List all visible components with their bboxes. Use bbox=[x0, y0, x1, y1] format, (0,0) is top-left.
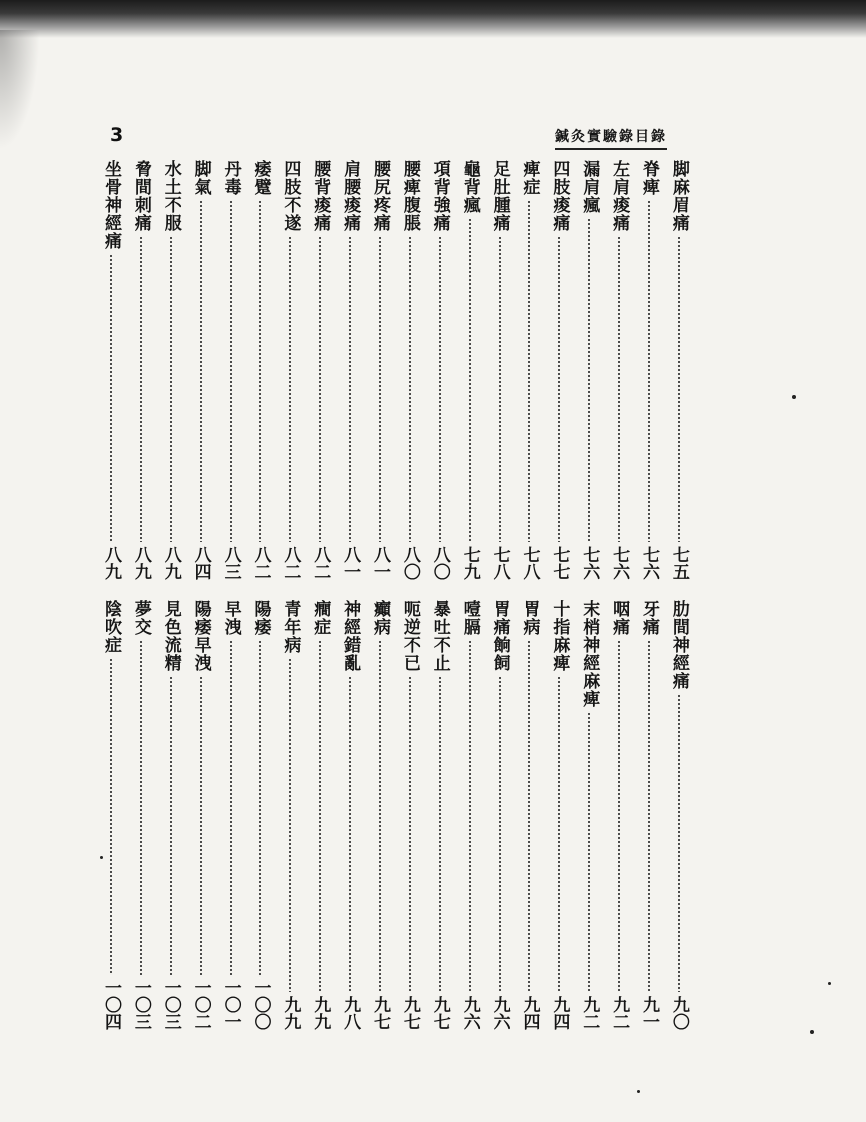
entry-page: 九七 bbox=[399, 996, 420, 1030]
entry-title: 咽痛 bbox=[609, 600, 630, 636]
dot-leader bbox=[170, 676, 172, 975]
toc-entry bbox=[668, 160, 690, 580]
entry-title: 足肚腫痛 bbox=[489, 160, 510, 232]
entry-title: 青年病 bbox=[280, 600, 301, 654]
toc-column bbox=[309, 160, 331, 1030]
toc-entry bbox=[548, 600, 570, 1030]
entry-title: 脚麻眉痛 bbox=[668, 160, 689, 232]
dot-leader bbox=[349, 236, 351, 542]
entry-page: 九九 bbox=[280, 996, 301, 1030]
dot-leader bbox=[259, 640, 261, 975]
toc-column bbox=[249, 160, 271, 1030]
toc-column bbox=[489, 160, 511, 1030]
page-number: 3 bbox=[110, 124, 124, 146]
entry-page: 一〇三 bbox=[160, 979, 181, 1030]
entry-page: 八〇 bbox=[399, 546, 420, 580]
entry-page: 七八 bbox=[489, 546, 510, 580]
toc-column bbox=[429, 160, 451, 1030]
entry-title: 呃逆不已 bbox=[399, 600, 420, 672]
toc-entry bbox=[339, 600, 361, 1030]
entry-title: 脚氣 bbox=[190, 160, 211, 196]
toc-entry bbox=[489, 160, 511, 580]
dot-leader bbox=[319, 236, 321, 542]
entry-page: 八二 bbox=[280, 546, 301, 580]
toc-entry bbox=[309, 600, 331, 1030]
toc-entry bbox=[638, 160, 660, 580]
entry-title: 肋間神經痛 bbox=[668, 600, 689, 690]
entry-page: 九八 bbox=[340, 996, 361, 1030]
dot-leader bbox=[499, 676, 501, 992]
toc-entry bbox=[578, 600, 600, 1030]
dot-leader bbox=[558, 676, 560, 992]
entry-title: 四肢痠痛 bbox=[549, 160, 570, 232]
entry-title: 末梢神經麻痺 bbox=[579, 600, 600, 708]
dot-leader bbox=[289, 236, 291, 542]
entry-page: 七五 bbox=[668, 546, 689, 580]
entry-page: 七七 bbox=[549, 546, 570, 580]
dot-leader bbox=[678, 694, 680, 992]
toc-entry bbox=[160, 600, 182, 1030]
entry-title: 癲病 bbox=[370, 600, 391, 636]
entry-title: 牙痛 bbox=[639, 600, 660, 636]
entry-page: 九七 bbox=[370, 996, 391, 1030]
entry-title: 見色流精 bbox=[160, 600, 181, 672]
dot-leader bbox=[349, 676, 351, 992]
dot-leader bbox=[259, 200, 261, 542]
entry-page: 九九 bbox=[310, 996, 331, 1030]
entry-page: 一〇四 bbox=[101, 979, 121, 1030]
toc-entry bbox=[429, 600, 451, 1030]
toc-column bbox=[578, 160, 600, 1030]
toc-entry bbox=[578, 160, 600, 580]
dot-leader bbox=[319, 640, 321, 992]
entry-title: 早洩 bbox=[220, 600, 241, 636]
toc-entry bbox=[160, 160, 182, 580]
dot-leader bbox=[230, 640, 232, 975]
entry-title: 暴吐不止 bbox=[429, 600, 450, 672]
entry-title: 癎症 bbox=[310, 600, 331, 636]
toc-column bbox=[399, 160, 421, 1030]
dot-leader bbox=[648, 640, 650, 992]
scan-speck bbox=[792, 395, 796, 399]
dot-leader bbox=[499, 236, 501, 542]
entry-page: 七六 bbox=[639, 546, 660, 580]
toc-entry bbox=[429, 160, 451, 580]
entry-title: 噎膈 bbox=[459, 600, 480, 636]
toc-entry bbox=[100, 600, 122, 1030]
entry-page: 九六 bbox=[489, 996, 510, 1030]
dot-leader bbox=[469, 640, 471, 992]
dot-leader bbox=[409, 236, 411, 542]
scan-shadow-top bbox=[0, 0, 866, 38]
entry-page: 一〇二 bbox=[190, 979, 211, 1030]
dot-leader bbox=[528, 640, 530, 992]
toc-entry bbox=[190, 160, 212, 580]
entry-title: 水土不服 bbox=[160, 160, 181, 232]
toc-entry bbox=[220, 600, 242, 1030]
entry-page: 八九 bbox=[101, 546, 121, 580]
entry-title: 脅間刺痛 bbox=[130, 160, 151, 232]
toc-column bbox=[518, 160, 540, 1030]
entry-title: 神經錯亂 bbox=[340, 600, 361, 672]
entry-page: 七六 bbox=[609, 546, 630, 580]
toc-entry bbox=[459, 600, 481, 1030]
dot-leader bbox=[588, 712, 590, 992]
dot-leader bbox=[558, 236, 560, 542]
entry-title: 四肢不遂 bbox=[280, 160, 301, 232]
dot-leader bbox=[618, 236, 620, 542]
entry-page: 八三 bbox=[220, 546, 241, 580]
toc-entry bbox=[399, 160, 421, 580]
toc-entry bbox=[548, 160, 570, 580]
entry-page: 九二 bbox=[579, 996, 600, 1030]
entry-page: 七九 bbox=[459, 546, 480, 580]
toc-entry bbox=[638, 600, 660, 1030]
entry-page: 八一 bbox=[370, 546, 391, 580]
running-head: 鍼灸實驗錄目錄 bbox=[555, 126, 667, 150]
toc-column bbox=[459, 160, 481, 1030]
dot-leader bbox=[678, 236, 680, 542]
toc-entry bbox=[100, 160, 122, 580]
dot-leader bbox=[648, 200, 650, 542]
entry-title: 漏肩瘋 bbox=[579, 160, 600, 214]
dot-leader bbox=[379, 236, 381, 542]
dot-leader bbox=[439, 676, 441, 992]
scan-speck bbox=[828, 982, 831, 985]
entry-title: 痿躄 bbox=[250, 160, 271, 196]
toc-column bbox=[369, 160, 391, 1030]
toc-column bbox=[130, 160, 152, 1030]
dot-leader bbox=[110, 254, 112, 542]
dot-leader bbox=[409, 676, 411, 992]
entry-page: 九〇 bbox=[668, 996, 689, 1030]
scan-speck bbox=[810, 1030, 814, 1034]
entry-title: 陽痿早洩 bbox=[190, 600, 211, 672]
toc-column bbox=[190, 160, 212, 1030]
entry-page: 一〇〇 bbox=[250, 979, 271, 1030]
entry-page: 七八 bbox=[519, 546, 540, 580]
entry-page: 八二 bbox=[310, 546, 331, 580]
toc-entry bbox=[399, 600, 421, 1030]
dot-leader bbox=[170, 236, 172, 542]
entry-page: 九七 bbox=[429, 996, 450, 1030]
entry-page: 八一 bbox=[340, 546, 361, 580]
toc-column bbox=[100, 160, 122, 1030]
toc-entry bbox=[518, 600, 540, 1030]
entry-title: 腰尻疼痛 bbox=[370, 160, 391, 232]
toc-columns bbox=[100, 160, 690, 1030]
entry-title: 陰吹症 bbox=[101, 600, 121, 654]
entry-page: 八九 bbox=[160, 546, 181, 580]
dot-leader bbox=[110, 658, 112, 975]
toc-entry bbox=[279, 600, 301, 1030]
dot-leader bbox=[379, 640, 381, 992]
dot-leader bbox=[469, 218, 471, 542]
entry-title: 胃痛餉飼 bbox=[489, 600, 510, 672]
toc-column bbox=[638, 160, 660, 1030]
toc-entry bbox=[518, 160, 540, 580]
entry-title: 左肩痠痛 bbox=[609, 160, 630, 232]
toc-entry bbox=[130, 160, 152, 580]
dot-leader bbox=[230, 200, 232, 542]
toc-column bbox=[220, 160, 242, 1030]
dot-leader bbox=[140, 236, 142, 542]
scan-speck bbox=[100, 856, 103, 859]
entry-title: 坐骨神經痛 bbox=[101, 160, 121, 250]
entry-page: 九二 bbox=[609, 996, 630, 1030]
dot-leader bbox=[200, 676, 202, 975]
entry-page: 八四 bbox=[190, 546, 211, 580]
toc-column bbox=[339, 160, 361, 1030]
toc-entry bbox=[249, 600, 271, 1030]
entry-title: 痺症 bbox=[519, 160, 540, 196]
dot-leader bbox=[618, 640, 620, 992]
entry-page: 九一 bbox=[639, 996, 660, 1030]
toc-entry bbox=[459, 160, 481, 580]
toc-entry bbox=[190, 600, 212, 1030]
toc-column bbox=[279, 160, 301, 1030]
toc-column bbox=[608, 160, 630, 1030]
entry-title: 腰背痠痛 bbox=[310, 160, 331, 232]
entry-page: 九六 bbox=[459, 996, 480, 1030]
toc-entry bbox=[249, 160, 271, 580]
toc-entry bbox=[130, 600, 152, 1030]
dot-leader bbox=[528, 200, 530, 542]
toc-entry bbox=[369, 160, 391, 580]
scan-shadow-left bbox=[0, 30, 40, 150]
entry-title: 脊痺 bbox=[639, 160, 660, 196]
toc-entry bbox=[489, 600, 511, 1030]
entry-page: 八〇 bbox=[429, 546, 450, 580]
toc-entry bbox=[279, 160, 301, 580]
dot-leader bbox=[289, 658, 291, 992]
entry-title: 項背強痛 bbox=[429, 160, 450, 232]
entry-page: 九四 bbox=[549, 996, 570, 1030]
entry-title: 腰痺腹脹 bbox=[399, 160, 420, 232]
toc-column bbox=[668, 160, 690, 1030]
entry-title: 夢交 bbox=[130, 600, 151, 636]
entry-title: 肩腰痠痛 bbox=[340, 160, 361, 232]
entry-page: 七六 bbox=[579, 546, 600, 580]
entry-page: 八九 bbox=[130, 546, 151, 580]
toc-column bbox=[160, 160, 182, 1030]
scan-speck bbox=[637, 1090, 640, 1093]
dot-leader bbox=[588, 218, 590, 542]
toc-entry bbox=[220, 160, 242, 580]
entry-page: 一〇三 bbox=[130, 979, 151, 1030]
toc-entry bbox=[668, 600, 690, 1030]
entry-title: 陽痿 bbox=[250, 600, 271, 636]
entry-title: 十指麻痺 bbox=[549, 600, 570, 672]
entry-page: 九四 bbox=[519, 996, 540, 1030]
toc-entry bbox=[608, 600, 630, 1030]
entry-title: 胃病 bbox=[519, 600, 540, 636]
toc-entry bbox=[608, 160, 630, 580]
toc-column bbox=[548, 160, 570, 1030]
entry-title: 龜背瘋 bbox=[459, 160, 480, 214]
toc-entry bbox=[339, 160, 361, 580]
dot-leader bbox=[439, 236, 441, 542]
dot-leader bbox=[200, 200, 202, 542]
entry-page: 八二 bbox=[250, 546, 271, 580]
dot-leader bbox=[140, 640, 142, 975]
toc-entry bbox=[369, 600, 391, 1030]
entry-page: 一〇一 bbox=[220, 979, 241, 1030]
toc-entry bbox=[309, 160, 331, 580]
entry-title: 丹毒 bbox=[220, 160, 241, 196]
